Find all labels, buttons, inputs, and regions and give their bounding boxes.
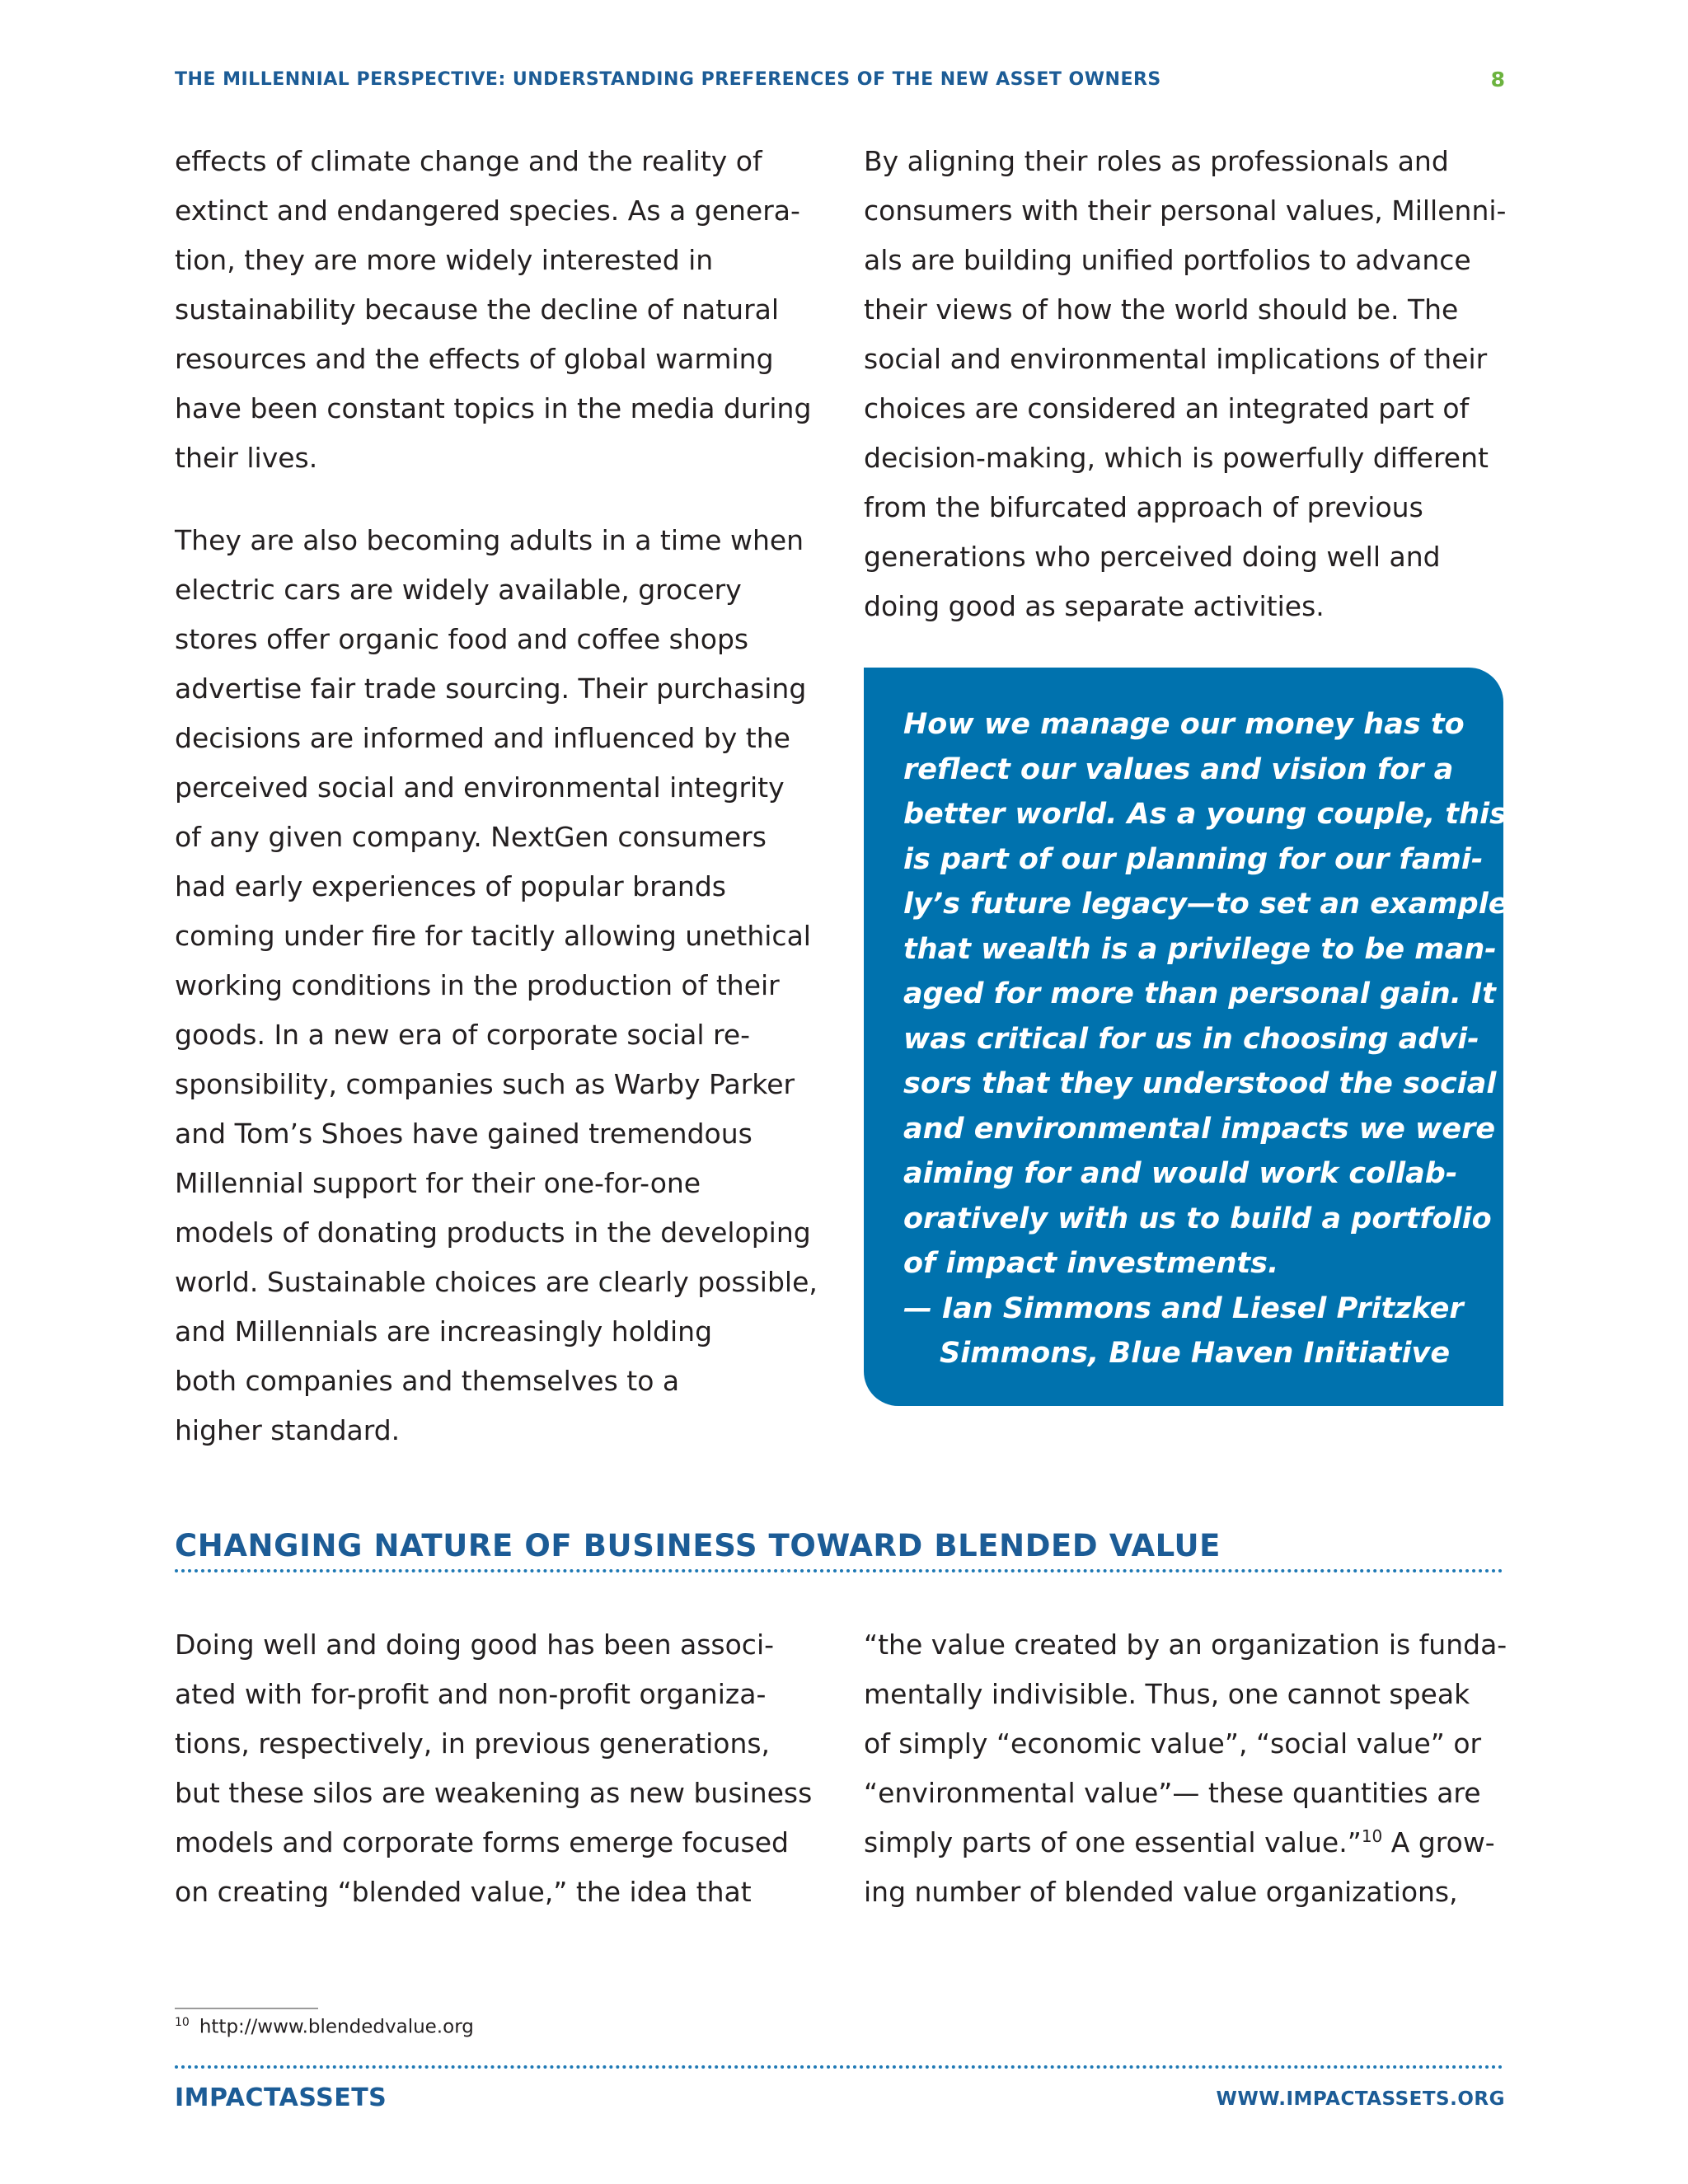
text-line: “environmental value”— these quantities are — [864, 1777, 1481, 1809]
text-line: ing number of blended value organizations, — [864, 1876, 1458, 1908]
text-line: perceived social and environmental integrity — [175, 771, 785, 804]
text-line: advertise fair trade sourcing. Their purchasing — [175, 673, 807, 705]
text-line: doing good as separate activities. — [864, 590, 1325, 622]
text-line: consumers with their personal values, Millenni- — [864, 194, 1507, 227]
quote-line: that wealth is a privilege to be man- — [903, 932, 1497, 966]
quote-attribution: — Ian Simmons and Liesel Pritzker — [903, 1291, 1464, 1325]
text-segment: simply parts of one essential value.” — [864, 1826, 1362, 1858]
text-line: social and environmental implications of their — [864, 343, 1488, 375]
text-line: goods. In a new era of corporate social re- — [175, 1019, 751, 1051]
text-line: Doing well and doing good has been associ- — [175, 1629, 775, 1661]
text-line: had early experiences of popular brands — [175, 870, 726, 902]
quote-line: How we manage our money has to — [903, 708, 1465, 741]
right-column-top — [864, 137, 1507, 631]
text-line: mentally indivisible. Thus, one cannot speak — [864, 1678, 1470, 1710]
text-line: sponsibility, companies such as Warby Parker — [175, 1068, 795, 1100]
right-column-bottom — [864, 1620, 1507, 1917]
text-line: decisions are informed and influenced by the — [175, 722, 790, 754]
text-line: but these silos are weakening as new business — [175, 1777, 813, 1809]
paragraph — [864, 137, 1507, 631]
text-line: tions, respectively, in previous generations, — [175, 1727, 771, 1760]
left-column-bottom — [175, 1620, 818, 1917]
text-line: By aligning their roles as professionals and — [864, 145, 1449, 177]
text-line: electric cars are widely available, grocery — [175, 574, 742, 606]
left-column-top — [175, 137, 818, 1455]
text-line: of simply “economic value”, “social value” or — [864, 1727, 1482, 1760]
footer-divider — [175, 2065, 1503, 2069]
text-line: effects of climate change and the reality of — [175, 145, 762, 177]
quote-line: of impact investments. — [903, 1247, 1279, 1280]
quote-line: ly’s future legacy—to set an example — [903, 888, 1508, 921]
paragraph — [175, 137, 818, 483]
text-line: higher standard. — [175, 1414, 401, 1446]
section-heading: CHANGING NATURE OF BUSINESS TOWARD BLENDED VALUE — [175, 1528, 1221, 1563]
quote-line: is part of our planning for our fami- — [903, 842, 1484, 876]
text-line — [864, 1818, 1507, 1868]
quote-line: aiming for and would work collab- — [903, 1157, 1458, 1190]
text-line: from the bifurcated approach of previous — [864, 491, 1423, 523]
paragraph — [175, 1620, 818, 1917]
quote-line: better world. As a young couple, this — [903, 798, 1507, 831]
running-header: THE MILLENNIAL PERSPECTIVE: UNDERSTANDING PREFERENCES OF THE NEW ASSET OWNERS — [175, 69, 1161, 90]
text-line: Millennial support for their one-for-one — [175, 1167, 701, 1199]
page-number: 8 — [1490, 68, 1505, 91]
text-line: decision-making, which is powerfully different — [864, 442, 1489, 474]
text-line: “the value created by an organization is funda- — [864, 1629, 1507, 1661]
quote-line: oratively with us to build a portfolio — [903, 1202, 1492, 1235]
text-line: their lives. — [175, 442, 318, 474]
footer-brand: IMPACTASSETS — [175, 2083, 387, 2112]
quote-line: sors that they understood the social — [903, 1067, 1497, 1100]
text-line: both companies and themselves to a — [175, 1365, 680, 1397]
footnote-number: 10 — [175, 2016, 190, 2029]
text-line: resources and the effects of global warming — [175, 343, 774, 375]
text-line: models and corporate forms emerge focused — [175, 1826, 789, 1858]
text-line: stores offer organic food and coffee shops — [175, 623, 749, 655]
quote-attribution-continued: Simmons, Blue Haven Initiative — [940, 1337, 1451, 1370]
text-line: models of donating products in the developing — [175, 1216, 811, 1249]
text-line: on creating “blended value,” the idea that — [175, 1876, 752, 1908]
text-line: their views of how the world should be. The — [864, 293, 1459, 326]
footnote-link[interactable]: http://www.blendedvalue.org — [199, 2016, 474, 2038]
paragraph — [864, 1620, 1507, 1917]
text-line: tion, they are more widely interested in — [175, 244, 714, 276]
footnote-reference[interactable]: 10 — [1361, 1826, 1383, 1846]
footer-url[interactable]: WWW.IMPACTASSETS.ORG — [1216, 2088, 1505, 2110]
quote-line: reflect our values and vision for a — [903, 752, 1454, 786]
quote-line: aged for more than personal gain. It — [903, 977, 1496, 1010]
text-segment: A grow- — [1382, 1826, 1495, 1858]
section-divider — [175, 1569, 1503, 1572]
text-line: and Millennials are increasingly holding — [175, 1315, 713, 1347]
quote-line: and environmental impacts we were — [903, 1112, 1496, 1146]
text-line: world. Sustainable choices are clearly possible, — [175, 1266, 818, 1298]
text-line: choices are considered an integrated part of — [864, 392, 1470, 424]
quote-line: was critical for us in choosing advi- — [903, 1022, 1479, 1056]
text-line: have been constant topics in the media during — [175, 392, 812, 424]
text-line: extinct and endangered species. As a genera- — [175, 194, 800, 227]
paragraph — [175, 516, 818, 1455]
footnote-divider — [175, 2008, 318, 2009]
text-line: als are building unified portfolios to advance — [864, 244, 1471, 276]
text-line: coming under fire for tacitly allowing unethical — [175, 920, 811, 952]
text-line: working conditions in the production of their — [175, 969, 780, 1001]
text-line: and Tom’s Shoes have gained tremendous — [175, 1118, 753, 1150]
text-line: They are also becoming adults in a time when — [175, 524, 804, 556]
text-line: generations who perceived doing well and — [864, 541, 1441, 573]
text-line: ated with for-profit and non-profit organiza- — [175, 1678, 767, 1710]
text-line: of any given company. NextGen consumers — [175, 821, 767, 853]
footnote — [175, 2016, 474, 2038]
pull-quote-box — [864, 668, 1508, 1406]
text-line: sustainability because the decline of natural — [175, 293, 780, 326]
